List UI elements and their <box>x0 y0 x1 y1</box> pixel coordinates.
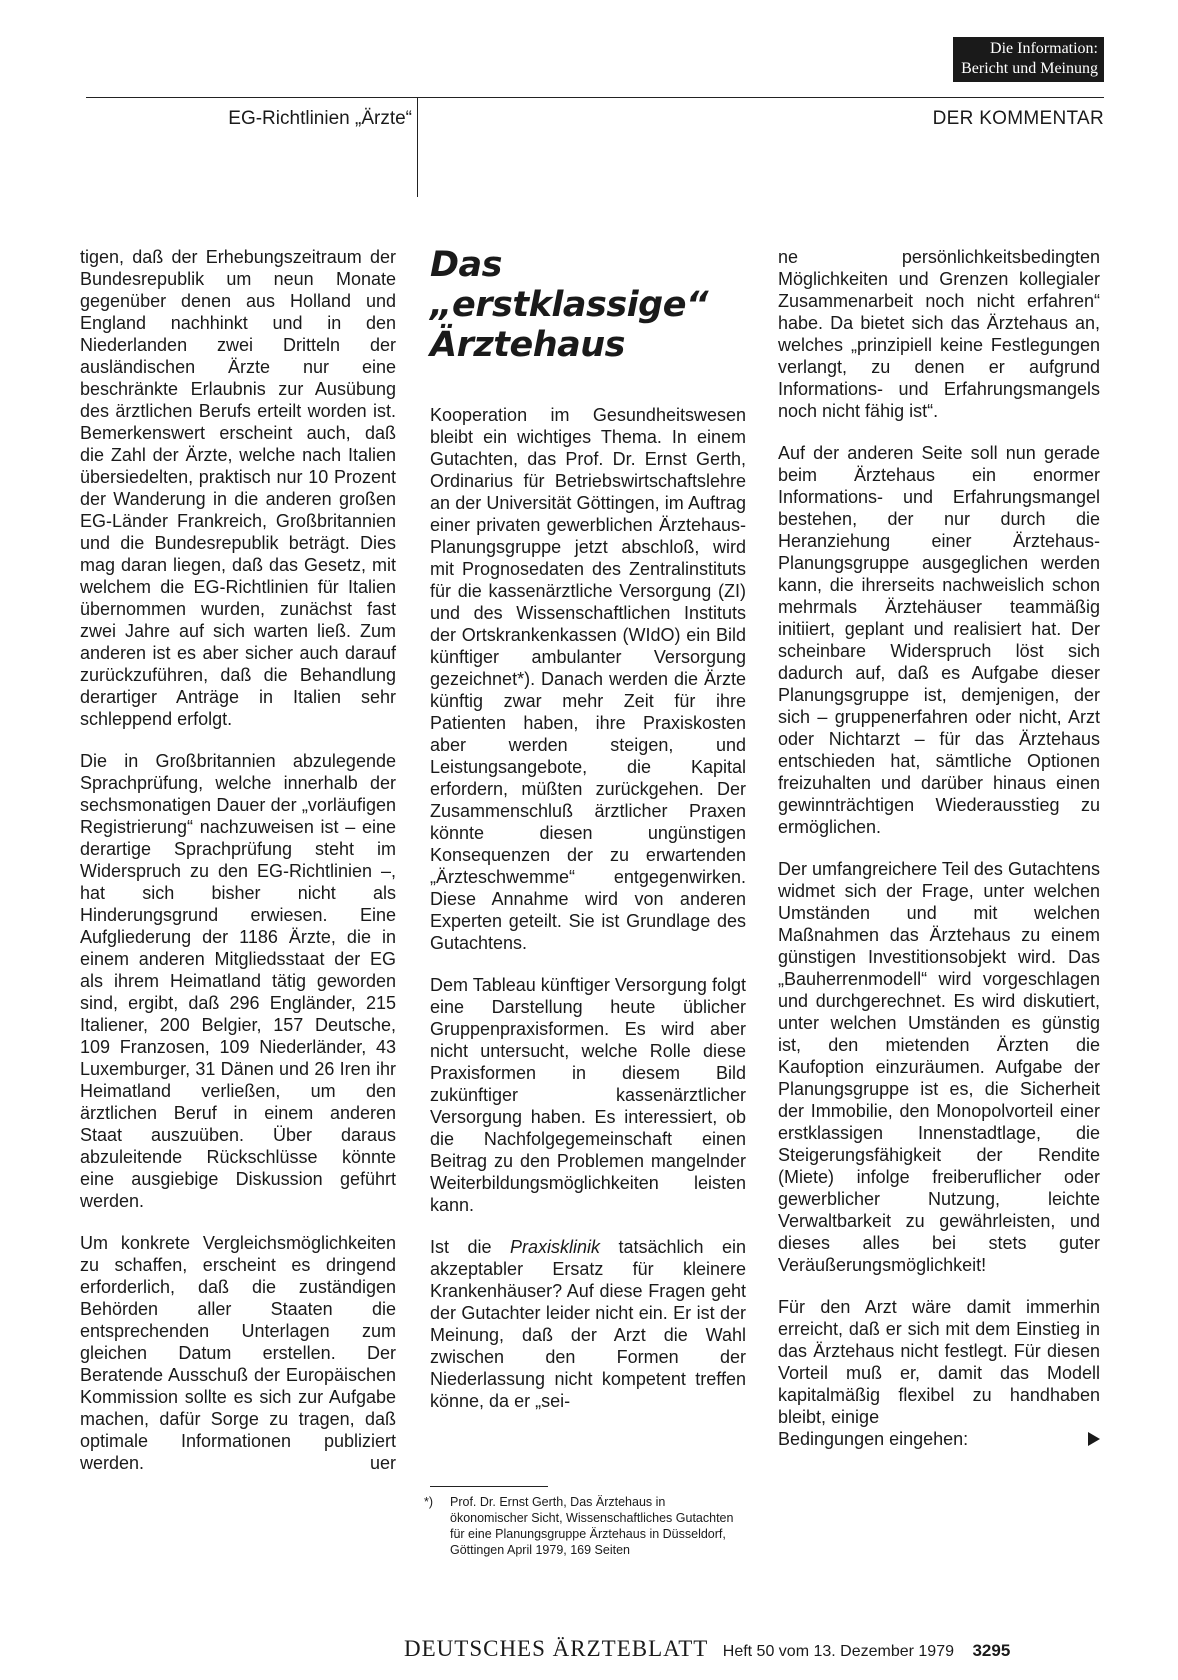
paragraph: Kooperation im Gesundheitswesen bleibt ein wichtiges Thema. In einem Gutachten, das Prof. Dr. Ernst Gerth, Ordinarius für Betriebswirtschaftslehre an der Universität Göttingen, im Auftrag einer privaten gewerblichen Ärztehaus-Planungsgruppe jetzt abschloß, wird mit Prognosedaten des Zentralinstituts für die kassenärztliche Versorgung (ZI) und des Wissenschaftlichen Instituts der Ortskrankenkassen (WIdO) ein Bild künftiger ambulanter Versorgung gezeichnet*). Danach werden die Ärzte künftig zwar mehr Zeit für ihre Patienten haben, ihre Praxiskosten aber werden steigen, und Leistungsangebote, die Kapital erfordern, müßten zurückgehen. Der Zusammenschluß ärztlicher Praxen könnte diesen ungünstigen Konsequenzen der zu erwartenden „Ärzteschwemme“ entgegenwirken. Diese Annahme wird von anderen Experten geteilt. Sie ist Grundlage des Gutachtens. <box>430 405 746 953</box>
headline-line2: „erstklassige“ <box>430 285 708 325</box>
paragraph-text: Bedingungen eingehen: <box>778 1429 969 1449</box>
paragraph: tigen, daß der Erhebungszeitraum der Bundesrepublik um neun Monate gegenüber denen aus Holland und England nachhinkt und in den Niederlanden zwei Dritteln der ausländischen Ärzte nur eine beschränkte Erlaubnis zur Ausübung des ärztlichen Berufs erteilt worden ist. Bemerkenswert erscheint auch, daß die Zahl der Ärzte, welche nach Italien übersiedelten, praktisch nur 10 Prozent der Wanderung in die anderen großen EG-Länder Frankreich, Großbritannien und die Bundesrepublik beträgt. Dies mag daran liegen, daß das Gesetz, mit welchem die EG-Richtlinien für Italien übernommen wurden, zunächst fast zwei Jahre auf sich warten ließ. Zum anderen ist es aber sicher auch darauf zurückzuführen, daß die Behandlung derartiger Anträge in Italien sehr schleppend erfolgt. <box>80 247 396 729</box>
paragraph <box>80 1232 396 1474</box>
paragraph: ne persönlichkeitsbedingten Möglichkeiten und Grenzen kollegialer Zusammenarbeit noch nicht erfahren“ habe. Da bietet sich das Ärztehaus an, welches „prinzipiell keine Festlegungen verlangt, zu denen er aufgrund Informations- und Erfahrungsmangels noch nicht fähig ist“. <box>778 247 1100 421</box>
emphasis-praxisklinik: Praxisklinik <box>509 1237 600 1257</box>
section-badge <box>953 37 1104 82</box>
paragraph: Auf der anderen Seite soll nun gerade beim Ärztehaus ein enormer Informations- und Erfahrungsmangel bestehen, der nur durch die Heranziehung einer Ärztehaus-Planungsgruppe ausgeglichen werden kann, die ihrerseits nachweislich schon mehrmals Ärztehäuser teammäßig initiiert, geplant und realisiert hat. Der scheinbare Widerspruch löst sich dadurch auf, daß es Aufgabe dieser Planungsgruppe ist, demjenigen, der sich – gruppenerfahren oder nicht, Arzt oder Nichtarzt – für das Ärztehaus entschieden hat, sämtliche Optionen freizuhalten und darüber hinaus einen gewinnträchtigen Wiederausstieg zu ermöglichen. <box>778 443 1100 837</box>
running-head-right: DER KOMMENTAR <box>932 108 1104 129</box>
header-divider <box>417 97 418 197</box>
author-signature: uer <box>369 1453 396 1473</box>
headline-line3: Ärztehaus <box>430 325 625 365</box>
footnote-rule <box>430 1486 548 1487</box>
footnote-mark: *) <box>424 1495 434 1509</box>
page-footer <box>404 1636 1104 1662</box>
page-number: 3295 <box>972 1641 1011 1660</box>
paragraph: Der umfangreichere Teil des Gutachtens widmet sich der Frage, unter welchen Umständen und mit welchen Maßnahmen das Ärztehaus zu einem günstigen Investitionsobjekt wird. Das „Bauherrenmodell“ wird vorgeschlagen und durchgerechnet. Es wird diskutiert, unter welchen Umständen es günstig ist, den mietenden Ärzten die Kaufoption einzuräumen. Aufgabe der Planungsgruppe ist es, die Sicherheit der Immobilie, den Monopolvorteil einer erstklassigen Innenstadtlage, die Steigerungsfähigkeit der Rendite (Miete) infolge freiberuflicher oder gewerblicher Nutzung, leichte Verwaltbarkeit zu gewährleisten, und dieses alles bei stets guter Veräußerungsmöglichkeit! <box>778 859 1100 1275</box>
paragraph <box>778 1296 1100 1450</box>
footnote <box>424 1494 746 1558</box>
section-badge-line1: Die Information: <box>990 40 1098 57</box>
header-rule <box>86 97 1104 98</box>
paragraph: Dem Tableau künftiger Versorgung folgt eine Darstellung heute üblicher Gruppenpraxisformen. Es wird aber nicht untersucht, welche Rolle diese Praxisformen in diesem Bild zukünftiger kassenärztlicher Versorgung haben. Es interessiert, ob die Nachfolgegemeinschaft einen Beitrag zu den Problemen mangelnder Weiterbildungsmöglichkeiten leisten kann. <box>430 975 746 1215</box>
issue-info: Heft 50 vom 13. Dezember 1979 <box>722 1643 954 1660</box>
paragraph-last-line <box>778 1428 1100 1450</box>
paragraph-text: tatsächlich ein akzeptabler Ersatz für kleinere Krankenhäuser? Auf diese Fragen geht der Gutachter leider nicht ein. Er ist der Meinung, daß der Arzt die Wahl zwischen den Formen der Niederlassung nicht kompetent treffen könne, da er „sei- <box>430 1237 746 1411</box>
article-headline <box>430 245 750 365</box>
headline-line1: Das <box>430 245 503 285</box>
running-head-left: EG-Richtlinien „Ärzte“ <box>228 108 412 129</box>
continue-triangle-icon <box>1088 1432 1100 1446</box>
column-2 <box>430 404 746 1432</box>
paragraph-text: Um konkrete Vergleichsmöglichkeiten zu schaffen, erscheint es dringend erforderlich, daß die zuständigen Behörden aller Staaten die entsprechenden Unterlagen zum gleichen Datum erstellen. Der Beratende Ausschuß der Europäischen Kommission sollte es sich zur Aufgabe machen, dafür Sorge zu tragen, daß optimale Informationen publiziert werden. <box>80 1233 396 1473</box>
paragraph-text: Ist die <box>430 1237 510 1257</box>
paragraph: Die in Großbritannien abzulegende Sprachprüfung, welche innerhalb der sechsmonatigen Dauer der „vorläufigen Registrierung“ nachzuweisen ist – eine derartige Sprachprüfung steht im Widerspruch zu den EG-Richtlinien –, hat sich bisher nicht als Hinderungsgrund erwiesen. Eine Aufgliederung der 1186 Ärzte, die in einem anderen Mitgliedsstaat der EG als ihrem Heimatland tätig geworden sind, ergibt, daß 296 Engländer, 215 Italiener, 200 Belgier, 157 Deutsche, 109 Franzosen, 109 Niederländer, 43 Luxemburger, 31 Dänen und 26 Iren ihr Heimatland verließen, um den ärztlichen Beruf in einem anderen Staat auszuüben. Über daraus abzuleitende Rückschlüsse könnte eine ausgiebige Diskussion geführt werden. <box>80 751 396 1211</box>
footnote-text: Prof. Dr. Ernst Gerth, Das Ärztehaus in ökonomischer Sicht, Wissenschaftliches Gutachten für eine Planungsgruppe Ärztehaus in Düsseldorf, Göttingen April 1979, 169 Seiten <box>450 1495 734 1557</box>
column-3 <box>778 246 1100 1450</box>
column-1 <box>80 246 396 1494</box>
section-badge-line2: Bericht und Meinung <box>961 60 1098 77</box>
journal-name: DEUTSCHES ÄRZTEBLATT <box>404 1636 709 1661</box>
paragraph <box>430 1236 746 1412</box>
paragraph-text: Für den Arzt wäre damit immerhin erreicht, daß er sich mit dem Einstieg in das Ärztehaus nicht festlegt. Für diesen Vorteil muß er, damit das Modell kapitalmäßig flexibel zu handhaben bleibt, einige <box>778 1297 1100 1427</box>
